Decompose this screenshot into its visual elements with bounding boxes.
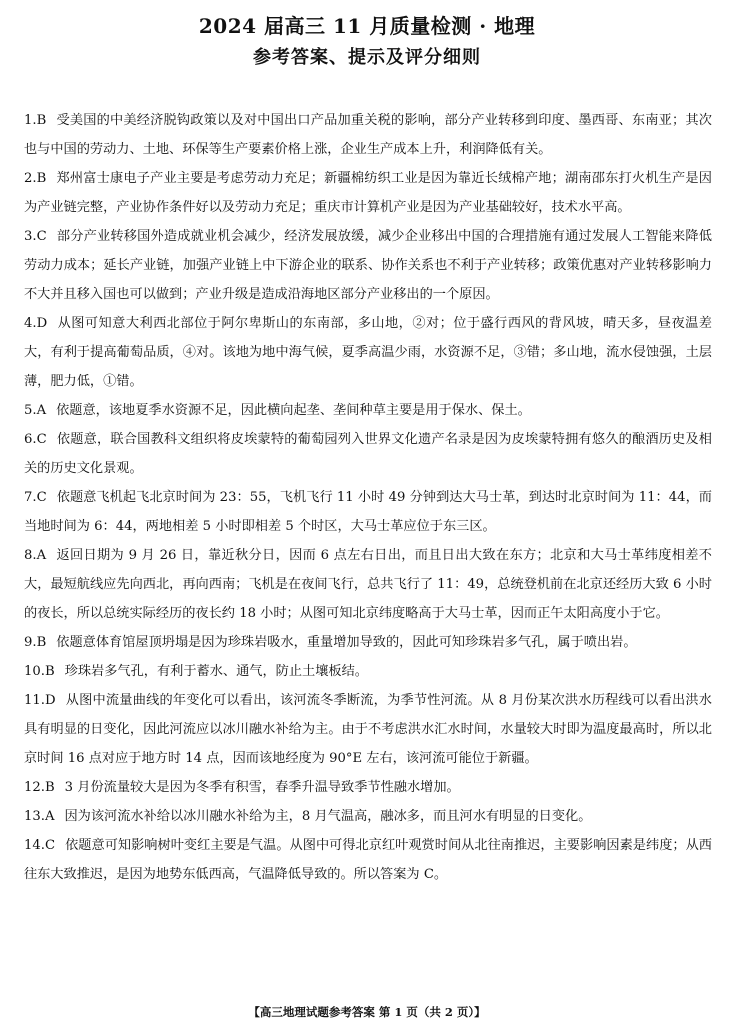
answer-item-6 xyxy=(24,425,712,483)
answer-item-13 xyxy=(24,802,712,831)
answer-explanation: 依题意可知影响树叶变红主要是气温。从图中可得北京红叶观赏时间从北往南推迟，主要影响因素是纬度；从西往东大致推迟，是因为地势东低西高，气温降低导致的。所以答案为 C。 xyxy=(24,838,712,882)
answer-item-3 xyxy=(24,222,712,309)
answer-item-10 xyxy=(24,657,712,686)
answer-number: 2.B xyxy=(24,171,47,186)
answer-item-8 xyxy=(24,541,712,628)
answer-explanation: 返回日期为 9 月 26 日，靠近秋分日，因而 6 点左右日出，而且日出大致在东方；北京和大马士革纬度相差不大，最短航线应先向西北，再向西南；飞机是在夜间飞行，总共飞行了 11：49，总统登机前在北京还经历大致 6 小时的夜长，所以总统实际经历的夜长约 18 小时；从图可知北京纬度略高于大马士革，因而正午太阳高度小于它。 xyxy=(24,548,712,621)
answer-item-1 xyxy=(24,106,712,164)
answer-number: 10.B xyxy=(24,664,55,679)
answer-number: 9.B xyxy=(24,635,47,650)
page-subtitle: 参考答案、提示及评分细则 xyxy=(253,47,481,68)
answer-explanation: 从图可知意大利西北部位于阿尔卑斯山的东南部，多山地，②对；位于盛行西风的背风坡，晴天多，昼夜温差大，有利于提高葡萄品质，④对。该地为地中海气候，夏季高温少雨，水资源不足，③错；多山地，流水侵蚀强，土层薄，肥力低，①错。 xyxy=(24,316,712,389)
answer-explanation: 依题意，联合国教科文组织将皮埃蒙特的葡萄园列入世界文化遗产名录是因为皮埃蒙特拥有悠久的酿酒历史及相关的历史文化景观。 xyxy=(24,432,712,476)
page-title: 2024 届高三 11 月质量检测 · 地理 xyxy=(198,14,536,38)
answer-item-5 xyxy=(24,396,712,425)
answer-item-4 xyxy=(24,309,712,396)
answer-item-7 xyxy=(24,483,712,541)
answer-item-11 xyxy=(24,686,712,773)
answer-explanation: 因为该河流水补给以冰川融水补给为主，8 月气温高，融冰多，而且河水有明显的日变化。 xyxy=(64,809,592,824)
answer-number: 7.C xyxy=(24,490,47,505)
answer-number: 3.C xyxy=(24,229,47,244)
answer-number: 14.C xyxy=(24,838,56,853)
answer-explanation: 依题意体育馆屋顶坍塌是因为珍珠岩吸水，重量增加导致的，因此可知珍珠岩多气孔，属于喷出岩。 xyxy=(56,635,637,650)
answer-number: 4.D xyxy=(24,316,48,331)
answer-item-12 xyxy=(24,773,712,802)
answer-number: 1.B xyxy=(24,113,47,128)
page-footer: 【高三地理试题参考答案 第 1 页（共 2 页）】 xyxy=(248,1005,486,1019)
answer-list xyxy=(24,106,712,889)
answer-item-2 xyxy=(24,164,712,222)
answer-number: 11.D xyxy=(24,693,56,708)
answer-explanation: 部分产业转移国外造成就业机会减少，经济发展放缓，减少企业移出中国的合理措施有通过发展人工智能来降低劳动力成本；延长产业链，加强产业链上中下游企业的联系、协作关系也不利于产业转移；政策优惠对产业转移影响力不大并且移入国也可以做到；产业升级是造成沿海地区部分产业移出的一个原因。 xyxy=(24,229,712,302)
answer-number: 12.B xyxy=(24,780,55,795)
answer-number: 6.C xyxy=(24,432,47,447)
answer-explanation: 受美国的中美经济脱钩政策以及对中国出口产品加重关税的影响，部分产业转移到印度、墨西哥、东南亚；其次也与中国的劳动力、土地、环保等生产要素价格上涨，企业生产成本上升，利润降低有关。 xyxy=(24,113,712,157)
answer-item-9 xyxy=(24,628,712,657)
answer-explanation: 郑州富士康电子产业主要是考虑劳动力充足；新疆棉纺织工业是因为靠近长绒棉产地；湖南邵东打火机生产是因为产业链完整，产业协作条件好以及劳动力充足；重庆市计算机产业是因为产业基础较好，技术水平高。 xyxy=(24,171,712,215)
answer-number: 13.A xyxy=(24,809,55,824)
answer-explanation: 依题意，该地夏季水资源不足，因此横向起垄、垄间种草主要是用于保水、保土。 xyxy=(56,403,531,418)
answer-explanation: 3 月份流量较大是因为冬季有积雪，春季升温导致季节性融水增加。 xyxy=(64,780,460,795)
answer-number: 5.A xyxy=(24,403,47,418)
answer-explanation: 依题意飞机起飞北京时间为 23：55，飞机飞行 11 小时 49 分钟到达大马士革，到达时北京时间为 11：44，而当地时间为 6：44，两地相差 5 小时即相差 5 个时区，大马士革应位于东三区。 xyxy=(24,490,712,534)
answer-explanation: 从图中流量曲线的年变化可以看出，该河流冬季断流，为季节性河流。从 8 月份某次洪水历程线可以看出洪水具有明显的日变化，因此河流应以冰川融水补给为主。由于不考虑洪水汇水时间，水量较大时即为温度最高时，所以北京时间 16 点对应于地方时 14 点，因而该地经度为 90°E 左右，该河流可能位于新疆。 xyxy=(24,693,712,766)
answer-number: 8.A xyxy=(24,548,47,563)
answer-item-14 xyxy=(24,831,712,889)
answer-explanation: 珍珠岩多气孔，有利于蓄水、通气，防止土壤板结。 xyxy=(64,664,368,679)
